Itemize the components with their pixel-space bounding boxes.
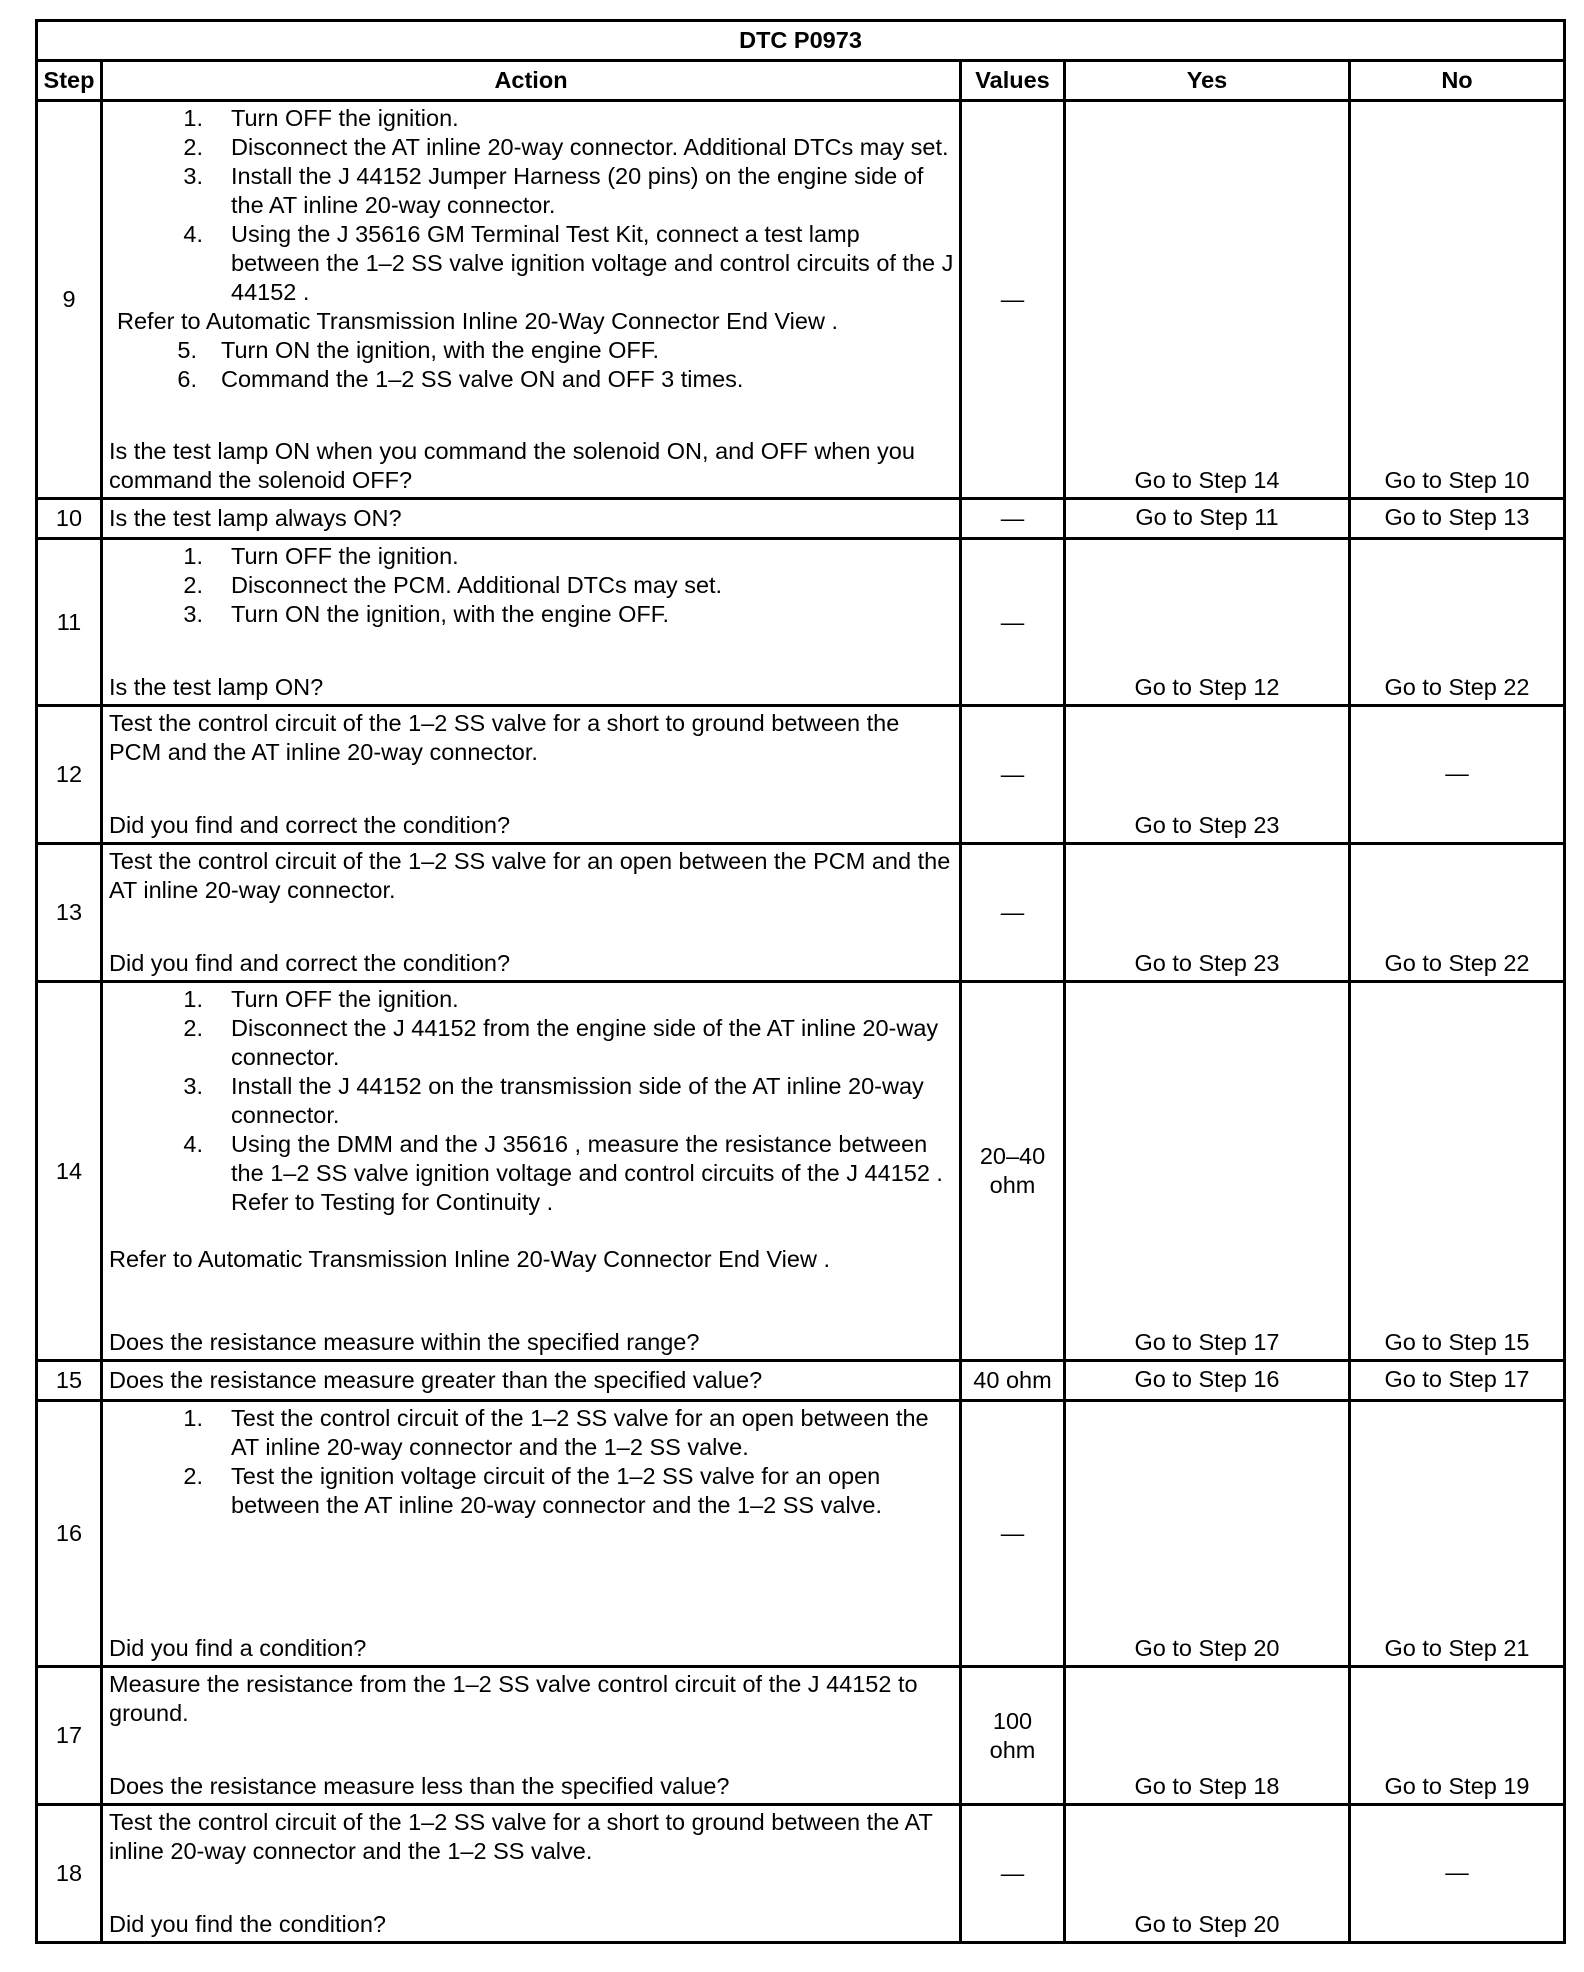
step-number: 17 xyxy=(37,1667,102,1805)
header-yes: Yes xyxy=(1065,61,1350,101)
question: Does the resistance measure within the specified range? xyxy=(109,1329,700,1355)
list-item: 2. Disconnect the J 44152 from the engine side of the AT inline 20-way connector. xyxy=(183,1015,939,1070)
yes-cell: Go to Step 11 xyxy=(1065,499,1350,539)
list-item: 2. Test the ignition voltage circuit of the 1–2 SS valve for an open between the AT inline 20-way connector and the 1–2 SS valve. xyxy=(183,1463,883,1518)
action-cell xyxy=(102,539,961,706)
no-cell: Go to Step 19 xyxy=(1350,1667,1565,1805)
step-number: 14 xyxy=(37,982,102,1361)
question: Did you find and correct the condition? xyxy=(109,812,511,838)
action-cell xyxy=(102,706,961,844)
list-item: 4. Using the J 35616 GM Terminal Test Kit, connect a test lamp between the 1–2 SS valve ignition voltage and control circuits of the J 44152 . xyxy=(183,221,954,305)
no-cell: Go to Step 15 xyxy=(1350,982,1565,1361)
yes-cell: Go to Step 12 xyxy=(1065,539,1350,706)
action-text: Measure the resistance from the 1–2 SS valve control circuit of the J 44152 to ground. xyxy=(109,1671,918,1726)
list-item: 2. Disconnect the PCM. Additional DTCs may set. xyxy=(183,572,723,598)
action-text: Test the control circuit of the 1–2 SS valve for an open between the PCM and the AT inline 20-way connector. xyxy=(109,848,951,903)
action-cell xyxy=(102,982,961,1361)
no-cell: Go to Step 10 xyxy=(1350,101,1565,499)
table-row xyxy=(37,1361,1565,1401)
reference-note: Refer to Automatic Transmission Inline 20-Way Connector End View . xyxy=(117,308,838,334)
value-cell: — xyxy=(961,499,1065,539)
no-cell: Go to Step 22 xyxy=(1350,844,1565,982)
question: Is the test lamp ON? xyxy=(109,674,324,700)
action-cell xyxy=(102,1805,961,1943)
action-cell xyxy=(102,1401,961,1667)
no-cell: Go to Step 17 xyxy=(1350,1361,1565,1401)
list-item: 3. Install the J 44152 Jumper Harness (20 pins) on the engine side of the AT inline 20-way connector. xyxy=(183,163,924,218)
header-action: Action xyxy=(102,61,961,101)
question: Did you find a condition? xyxy=(109,1635,367,1661)
table-row xyxy=(37,1401,1565,1667)
list-item: 4. Using the DMM and the J 35616 , measure the resistance between the 1–2 SS valve ignition voltage and control circuits of the J 44152 . Refer to Testing for Continuity . xyxy=(183,1131,943,1215)
action-text: Test the control circuit of the 1–2 SS valve for a short to ground between the AT inline 20-way connector and the 1–2 SS valve. xyxy=(109,1809,933,1864)
no-cell: — xyxy=(1350,706,1565,844)
value-cell: — xyxy=(961,706,1065,844)
table-title: DTC P0973 xyxy=(37,21,1565,61)
no-cell: Go to Step 13 xyxy=(1350,499,1565,539)
value-cell: 20–40 ohm xyxy=(961,982,1065,1361)
action-text: Test the control circuit of the 1–2 SS valve for a short to ground between the PCM and the AT inline 20-way connector. xyxy=(109,710,900,765)
question: Is the test lamp always ON? xyxy=(102,499,961,539)
header-step: Step xyxy=(37,61,102,101)
action-cell xyxy=(102,101,961,499)
question: Did you find and correct the condition? xyxy=(109,950,511,976)
header-values: Values xyxy=(961,61,1065,101)
table-row xyxy=(37,539,1565,706)
yes-cell: Go to Step 16 xyxy=(1065,1361,1350,1401)
yes-cell: Go to Step 20 xyxy=(1065,1805,1350,1943)
header-no: No xyxy=(1350,61,1565,101)
no-cell: Go to Step 21 xyxy=(1350,1401,1565,1667)
list-item: 1. Turn OFF the ignition. xyxy=(183,986,459,1012)
list-item: 1. Turn OFF the ignition. xyxy=(183,105,459,131)
step-number: 18 xyxy=(37,1805,102,1943)
no-cell: Go to Step 22 xyxy=(1350,539,1565,706)
list-item: 3. Install the J 44152 on the transmission side of the AT inline 20-way connector. xyxy=(183,1073,924,1128)
question: Is the test lamp ON when you command the solenoid ON, and OFF when you command the solenoid OFF? xyxy=(109,438,915,493)
value-cell: 100 ohm xyxy=(961,1667,1065,1805)
step-number: 16 xyxy=(37,1401,102,1667)
list-item: 5. Turn ON the ignition, with the engine OFF. xyxy=(177,337,660,363)
step-number: 9 xyxy=(37,101,102,499)
value-cell: — xyxy=(961,844,1065,982)
question: Does the resistance measure greater than the specified value? xyxy=(102,1361,961,1401)
yes-cell: Go to Step 14 xyxy=(1065,101,1350,499)
yes-cell: Go to Step 23 xyxy=(1065,706,1350,844)
reference-note: Refer to Automatic Transmission Inline 20-Way Connector End View . xyxy=(109,1246,830,1272)
list-item: 1. Test the control circuit of the 1–2 SS valve for an open between the AT inline 20-way connector and the 1–2 SS valve. xyxy=(183,1405,929,1460)
table-row xyxy=(37,499,1565,539)
no-cell: — xyxy=(1350,1805,1565,1943)
value-cell: — xyxy=(961,539,1065,706)
table-row xyxy=(37,982,1565,1361)
step-number: 15 xyxy=(37,1361,102,1401)
action-cell xyxy=(102,1667,961,1805)
diagnostic-table xyxy=(35,19,1566,1944)
table-row xyxy=(37,101,1565,499)
yes-cell: Go to Step 20 xyxy=(1065,1401,1350,1667)
action-cell xyxy=(102,844,961,982)
table-row xyxy=(37,844,1565,982)
list-item: 6. Command the 1–2 SS valve ON and OFF 3 times. xyxy=(177,366,744,392)
value-cell: — xyxy=(961,1401,1065,1667)
table-row xyxy=(37,706,1565,844)
list-item: 2. Disconnect the AT inline 20-way connector. Additional DTCs may set. xyxy=(183,134,949,160)
question: Did you find the condition? xyxy=(109,1911,386,1937)
value-cell: 40 ohm xyxy=(961,1361,1065,1401)
yes-cell: Go to Step 23 xyxy=(1065,844,1350,982)
step-number: 11 xyxy=(37,539,102,706)
value-cell: — xyxy=(961,1805,1065,1943)
value-cell: — xyxy=(961,101,1065,499)
step-number: 12 xyxy=(37,706,102,844)
table-row xyxy=(37,1805,1565,1943)
step-number: 13 xyxy=(37,844,102,982)
yes-cell: Go to Step 17 xyxy=(1065,982,1350,1361)
list-item: 1. Turn OFF the ignition. xyxy=(183,543,459,569)
list-item: 3. Turn ON the ignition, with the engine OFF. xyxy=(183,601,670,627)
yes-cell: Go to Step 18 xyxy=(1065,1667,1350,1805)
step-number: 10 xyxy=(37,499,102,539)
question: Does the resistance measure less than the specified value? xyxy=(109,1773,730,1799)
table-row xyxy=(37,1667,1565,1805)
